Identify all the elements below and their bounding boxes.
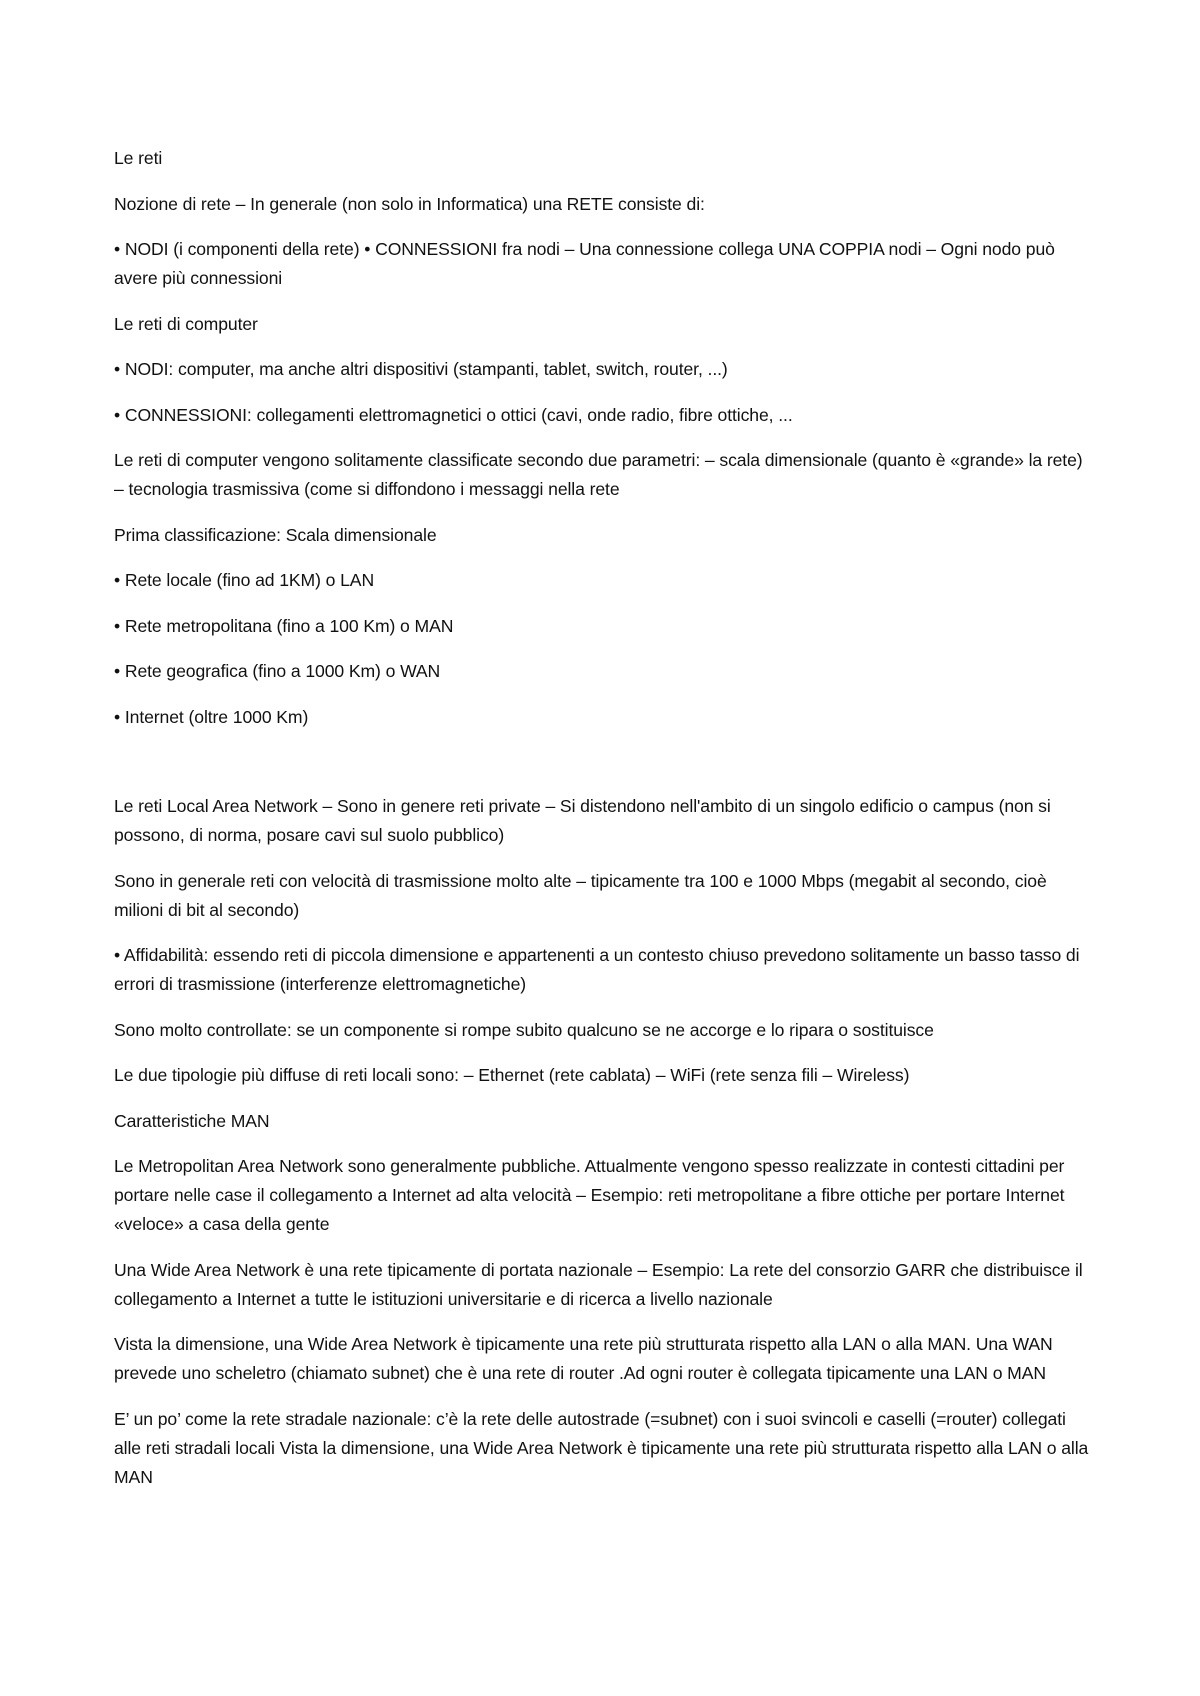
paragraph-man-pubbliche: Le Metropolitan Area Network sono generalmente pubbliche. Attualmente vengono spesso realizzate in contesti cittadini per portare nelle case il collegamento a Internet ad alta velocità – Esempio: reti metropolitane a fibre ottiche per portare Internet «veloce» a casa della gente: [114, 1156, 1065, 1234]
paragraph-tipologie-reti-locali: Le due tipologie più diffuse di reti locali sono: – Ethernet (rete cablata) – WiFi (rete senza fili – Wireless): [114, 1065, 910, 1085]
bullet-rete-metropolitana: • Rete metropolitana (fino a 100 Km) o MAN: [114, 615, 454, 636]
bullet-internet: • Internet (oltre 1000 Km): [114, 706, 309, 727]
bullet-nodi: • NODI: computer, ma anche altri dispositivi (stampanti, tablet, switch, router, ...): [114, 359, 728, 379]
document-body: [114, 144, 1094, 1508]
paragraph-lan-velocita: Sono in generale reti con velocità di trasmissione molto alte – tipicamente tra 100 e 1000 Mbps (megabit al secondo, cioè milioni di bit al secondo): [114, 870, 1047, 920]
paragraph-classificazione-parametri: Le reti di computer vengono solitamente classificate secondo due parametri: – scala dimensionale (quanto è «grande» la rete) – tecnologia trasmissiva (come si diffondono i messaggi nella rete: [114, 450, 1083, 499]
paragraph-rete-stradale: E’ un po’ come la rete stradale nazionale: c’è la rete delle autostrade (=subnet) con i suoi svincoli e caselli (=router) collegati alle reti stradali locali Vista la dimensione, una Wide Area Network è tipicamente una rete più strutturata rispetto alla LAN o alla MAN: [114, 1408, 1089, 1487]
bullet-connessioni: • CONNESSIONI: collegamenti elettromagnetici o ottici (cavi, onde radio, fibre ottiche, ...: [114, 404, 793, 425]
paragraph-wan-struttura: Vista la dimensione, una Wide Area Network è tipicamente una rete più strutturata rispetto alla LAN o alla MAN. Una WAN prevede uno scheletro (chiamato subnet) che è una rete di router .Ad ogni router è collegata tipicamente una LAN o MAN: [114, 1334, 1053, 1383]
heading-caratteristiche-man: Caratteristiche MAN: [114, 1110, 270, 1131]
bullet-rete-locale: • Rete locale (fino ad 1KM) o LAN: [114, 570, 375, 590]
bullet-affidabilita: • Affidabilità: essendo reti di piccola dimensione e appartenenti a un contesto chiuso prevedono solitamente un basso tasso di errori di trasmissione (interferenze elettromagnetiche): [114, 945, 1080, 994]
paragraph-wan-definizione: Una Wide Area Network è una rete tipicamente di portata nazionale – Esempio: La rete del consorzio GARR che distribuisce il collegamento a Internet a tutte le istituzioni universitarie e di ricerca a livello nazionale: [114, 1259, 1083, 1309]
section-spacer: [114, 748, 1094, 792]
paragraph-lan-definizione: Le reti Local Area Network – Sono in genere reti private – Si distendono nell'ambito di un singolo edificio o campus (non si possono, di norma, posare cavi sul suolo pubblico): [114, 796, 1051, 845]
paragraph-nodi-connessioni: • NODI (i componenti della rete) • CONNESSIONI fra nodi – Una connessione collega UNA COPPIA nodi – Ogni nodo può avere più connessioni: [114, 239, 1055, 288]
bullet-rete-geografica: • Rete geografica (fino a 1000 Km) o WAN: [114, 661, 441, 681]
paragraph-nozione-di-rete: Nozione di rete – In generale (non solo in Informatica) una RETE consiste di:: [114, 193, 705, 214]
heading-reti-di-computer: Le reti di computer: [114, 313, 258, 334]
heading-le-reti: Le reti: [114, 148, 163, 168]
paragraph-controllate: Sono molto controllate: se un componente si rompe subito qualcuno se ne accorge e lo ripara o sostituisce: [114, 1019, 934, 1040]
heading-prima-classificazione: Prima classificazione: Scala dimensionale: [114, 524, 437, 545]
